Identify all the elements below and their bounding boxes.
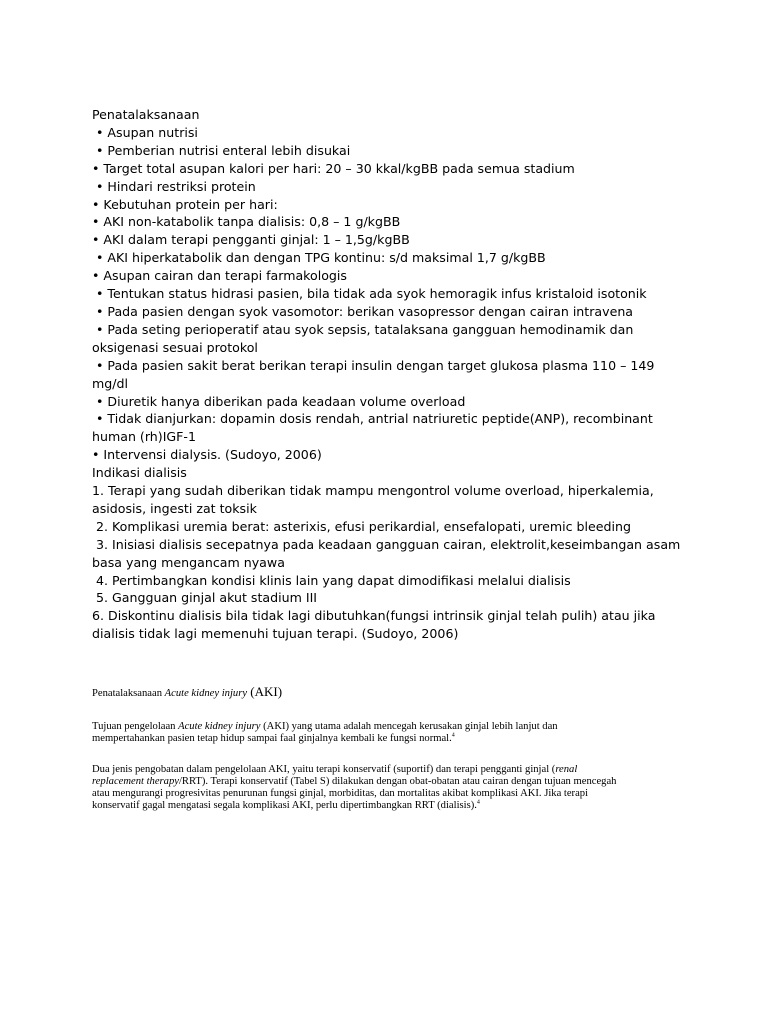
paragraph-line xyxy=(92,764,682,776)
paragraph-jenis-pengobatan xyxy=(92,764,682,811)
text-span: Dua jenis pengobatan dalam pengelolaan AKI, yaitu terapi konservatif (suportif) dan terapi pengganti ginjal ( xyxy=(92,764,556,776)
text-line: • AKI non-katabolik tanpa dialisis: 0,8 – 1 g/kgBB xyxy=(92,214,401,230)
paragraph-tujuan xyxy=(92,721,682,745)
text-span: mempertahankan pasien tetap hidup sampai faal ginjalnya kembali ke fungsi normal. xyxy=(92,732,452,744)
italic-span: replacement therapy xyxy=(92,776,179,788)
text-line: 3. Inisiasi dialisis secepatnya pada keadaan gangguan cairan, elektrolit,keseimbangan asam xyxy=(92,536,681,552)
title-italic: Acute kidney injury xyxy=(164,688,248,699)
text-span: /RRT). Terapi konservatif (Tabel S) dilakukan dengan obat-obatan atau cairan dengan tujuan mencegah xyxy=(178,776,617,788)
text-line: • Pada seting perioperatif atau syok sepsis, tatalaksana gangguan hemodinamik dan xyxy=(92,321,634,337)
text-line: • Asupan nutrisi xyxy=(92,124,198,140)
italic-span: Acute kidney injury xyxy=(178,720,261,732)
text-line: 5. Gangguan ginjal akut stadium III xyxy=(92,590,317,606)
text-line: asidosis, ingesti zat toksik xyxy=(92,500,257,516)
text-line: human (rh)IGF-1 xyxy=(92,429,196,445)
reference-superscript: 4 xyxy=(451,732,455,739)
text-line: mg/dl xyxy=(92,375,128,391)
text-line: • Pemberian nutrisi enteral lebih disukai xyxy=(92,142,351,158)
text-line: 1. Terapi yang sudah diberikan tidak mampu mengontrol volume overload, hiperkalemia, xyxy=(92,483,654,499)
text-line: basa yang mengancam nyawa xyxy=(92,554,285,570)
text-line: 4. Pertimbangkan kondisi klinis lain yang dapat dimodifikasi melalui dialisis xyxy=(92,572,571,588)
bottom-text-block xyxy=(92,686,682,812)
paragraph-line xyxy=(92,721,682,733)
text-line: 2. Komplikasi uremia berat: asterixis, efusi perikardial, ensefalopati, uremic bleeding xyxy=(92,518,632,534)
section-title xyxy=(92,686,682,700)
paragraph-line xyxy=(92,733,682,745)
text-line: • Target total asupan kalori per hari: 20 – 30 kkal/kgBB pada semua stadium xyxy=(92,160,575,176)
text-line: • Pada pasien dengan syok vasomotor: berikan vasopressor dengan cairan intravena xyxy=(92,303,634,319)
text-line: • AKI hiperkatabolik dan dengan TPG kontinu: s/d maksimal 1,7 g/kgBB xyxy=(92,250,546,266)
paragraph-line xyxy=(92,776,682,788)
text-line: • Hindari restriksi protein xyxy=(92,178,256,194)
paragraph-line xyxy=(92,800,682,812)
text-line: • Diuretik hanya diberikan pada keadaan volume overload xyxy=(92,393,466,409)
text-line: • Tentukan status hidrasi pasien, bila tidak ada syok hemoragik infus kristaloid isotonik xyxy=(92,286,647,302)
text-line: • AKI dalam terapi pengganti ginjal: 1 – 1,5g/kgBB xyxy=(92,232,410,248)
top-text-block xyxy=(92,106,692,643)
italic-span: renal xyxy=(555,764,578,776)
heading-penatalaksanaan: Penatalaksanaan xyxy=(92,107,200,122)
paragraph-line: atau mengurangi progresivitas penurunan fungsi ginjal, morbiditas, dan mortalitas akibat komplikasi AKI. Jika terapi xyxy=(92,787,589,799)
text-span: Tujuan pengelolaan xyxy=(92,720,179,732)
text-line: • Kebutuhan protein per hari: xyxy=(92,196,278,212)
text-line: dialisis tidak lagi memenuhi tujuan terapi. (Sudoyo, 2006) xyxy=(92,626,459,642)
heading-indikasi-dialisis: Indikasi dialisis xyxy=(92,465,187,481)
text-line: • Pada pasien sakit berat berikan terapi insulin dengan target glukosa plasma 110 – 149 xyxy=(92,357,655,373)
text-span: konservatif gagal mengatasi segala komplikasi AKI, perlu dipertimbangkan RRT (dialisis). xyxy=(92,799,477,811)
text-line: oksigenasi sesuai protokol xyxy=(92,339,258,355)
title-prefix: Penatalaksanaan xyxy=(92,688,165,699)
text-line: • Intervensi dialysis. (Sudoyo, 2006) xyxy=(92,447,322,463)
reference-superscript: 4 xyxy=(476,799,480,806)
text-line: • Tidak dianjurkan: dopamin dosis rendah, antrial natriuretic peptide(ANP), recombinant xyxy=(92,411,653,427)
title-suffix: (AKI) xyxy=(247,684,283,699)
text-span: (AKI) yang utama adalah mencegah kerusakan ginjal lebih lanjut dan xyxy=(260,720,558,732)
text-line: 6. Diskontinu dialisis bila tidak lagi dibutuhkan(fungsi intrinsik ginjal telah pulih) atau jika xyxy=(92,608,656,624)
text-line: • Asupan cairan dan terapi farmakologis xyxy=(92,268,347,284)
